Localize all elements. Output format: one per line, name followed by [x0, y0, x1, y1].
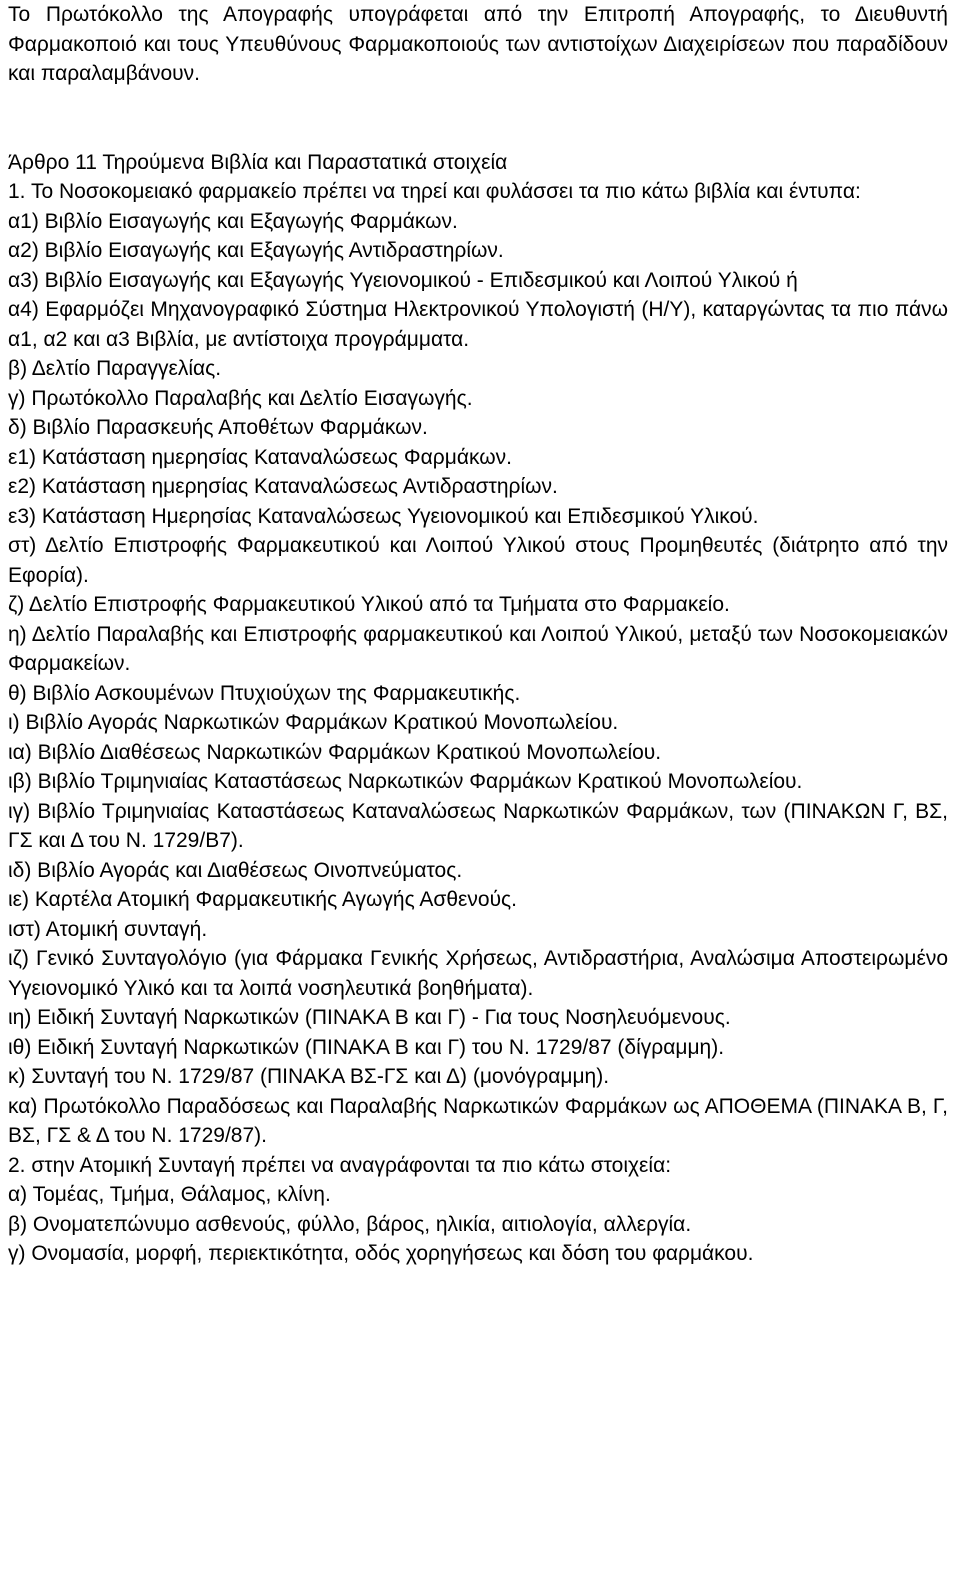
list-item: ι) Βιβλίο Αγοράς Ναρκωτικών Φαρμάκων Κρατικού Μονοπωλείου. — [8, 711, 619, 734]
list-item: δ) Βιβλίο Παρασκευής Αποθέτων Φαρμάκων. — [8, 416, 428, 439]
list-item: ιγ) Βιβλίο Τριμηνιαίας Καταστάσεως Καταναλώσεως Ναρκωτικών Φαρμάκων, των (ΠΙΝΑΚΩΝ Γ, ΒΣ, ΓΣ και Δ του Ν. 1729/Β7). — [8, 799, 948, 852]
list-item: α3) Βιβλίο Εισαγωγής και Εξαγωγής Υγειονομικού - Επιδεσμικού και Λοιπού Υλικού ή — [8, 268, 798, 292]
list-item: ε2) Κατάσταση ημερησίας Καταναλώσεως Αντιδραστηρίων. — [8, 475, 558, 498]
section-2-intro: 2. στην Ατομική Συνταγή πρέπει να αναγράφονται τα πιο κάτω στοιχεία: — [8, 1153, 672, 1177]
list-item: γ) Πρωτόκολλο Παραλαβής και Δελτίο Εισαγωγής. — [8, 386, 473, 410]
list-item: ια) Βιβλίο Διαθέσεως Ναρκωτικών Φαρμάκων Κρατικού Μονοπωλείου. — [8, 740, 662, 764]
list-item: β) Ονοματεπώνυμο ασθενούς, φύλλο, βάρος, ηλικία, αιτιολογία, αλλεργία. — [8, 1212, 692, 1236]
list-item: ιθ) Ειδική Συνταγή Ναρκωτικών (ΠΙΝΑΚΑ Β και Γ) του Ν. 1729/87 (δίγραμμη). — [8, 1035, 725, 1059]
paragraph-spacer — [8, 89, 948, 148]
list-item: ε1) Κατάσταση ημερησίας Καταναλώσεως Φαρμάκων. — [8, 445, 512, 469]
section-1-intro: 1. Το Νοσοκομειακό φαρμακείο πρέπει να τηρεί και φυλάσσει τα πιο κάτω βιβλία και έντυπα: — [8, 180, 861, 203]
list-item: α) Τομέας, Τμήμα, Θάλαμος, κλίνη. — [8, 1183, 331, 1206]
intro-paragraph: Το Πρωτόκολλο της Απογραφής υπογράφεται από την Επιτροπή Απογραφής, το Διευθυντή Φαρμακοποιό και τους Υπευθύνους Φαρμακοποιούς των αντιστοίχων Διαχειρίσεων που παραδίδουν και παραλαμβάνουν. — [8, 3, 948, 85]
article-title: Άρθρο 11 Τηρούμενα Βιβλία και Παραστατικά στοιχεία — [8, 150, 508, 174]
list-item: β) Δελτίο Παραγγελίας. — [8, 357, 222, 380]
list-item: α1) Βιβλίο Εισαγωγής και Εξαγωγής Φαρμάκων. — [8, 209, 458, 233]
list-item: στ) Δελτίο Επιστροφής Φαρμακευτικού και Λοιπού Υλικού στους Προμηθευτές (διάτρητο από την Εφορία). — [8, 534, 948, 587]
book-list — [8, 207, 948, 1151]
list-item: ιζ) Γενικό Συνταγολόγιο (για Φάρμακα Γενικής Χρήσεως, Αντιδραστήρια, Αναλώσιμα Αποστειρωμένο Υγειονομικό Υλικό και τα λοιπά νοσηλευτικά βοηθήματα). — [8, 947, 948, 1000]
list-item: ιδ) Βιβλίο Αγοράς και Διαθέσεως Οινοπνεύματος. — [8, 858, 463, 882]
list-item: κα) Πρωτόκολλο Παραδόσεως και Παραλαβής Ναρκωτικών Φαρμάκων ως ΑΠΟΘΕΜΑ (ΠΙΝΑΚΑ Β, Γ, ΒΣ, ΓΣ & Δ του Ν. 1729/87). — [8, 1094, 948, 1147]
list-item: θ) Βιβλίο Ασκουμένων Πτυχιούχων της Φαρμακευτικής. — [8, 681, 521, 705]
list-item: ζ) Δελτίο Επιστροφής Φαρμακευτικού Υλικού από τα Τμήματα στο Φαρμακείο. — [8, 593, 730, 616]
list-item: ε3) Κατάσταση Ημερησίας Καταναλώσεως Υγειονομικού και Επιδεσμικού Υλικού. — [8, 504, 759, 528]
list-item: κ) Συνταγή του Ν. 1729/87 (ΠΙΝΑΚΑ ΒΣ-ΓΣ και Δ) (μονόγραμμη). — [8, 1065, 610, 1088]
list-item: ιβ) Βιβλίο Τριμηνιαίας Καταστάσεως Ναρκωτικών Φαρμάκων Κρατικού Μονοπωλείου. — [8, 770, 803, 793]
list-item: α4) Εφαρμόζει Μηχανογραφικό Σύστημα Ηλεκτρονικού Υπολογιστή (Η/Υ), καταργώντας τα πιο πάνω α1, α2 και α3 Βιβλία, με αντίστοιχα προγράμματα. — [8, 298, 948, 351]
list-item: ιε) Καρτέλα Ατομική Φαρμακευτικής Αγωγής Ασθενούς. — [8, 888, 518, 911]
prescription-fields-list — [8, 1180, 948, 1269]
list-item: ιστ) Ατομική συνταγή. — [8, 917, 208, 941]
list-item: ιη) Ειδική Συνταγή Ναρκωτικών (ΠΙΝΑΚΑ Β και Γ) - Για τους Νοσηλευόμενους. — [8, 1006, 731, 1029]
list-item: η) Δελτίο Παραλαβής και Επιστροφής φαρμακευτικού και Λοιπού Υλικού, μεταξύ των Νοσοκομειακών Φαρμακείων. — [8, 622, 948, 675]
list-item: γ) Ονομασία, μορφή, περιεκτικότητα, οδός χορηγήσεως και δόση του φαρμάκου. — [8, 1242, 754, 1265]
list-item: α2) Βιβλίο Εισαγωγής και Εξαγωγής Αντιδραστηρίων. — [8, 239, 504, 262]
